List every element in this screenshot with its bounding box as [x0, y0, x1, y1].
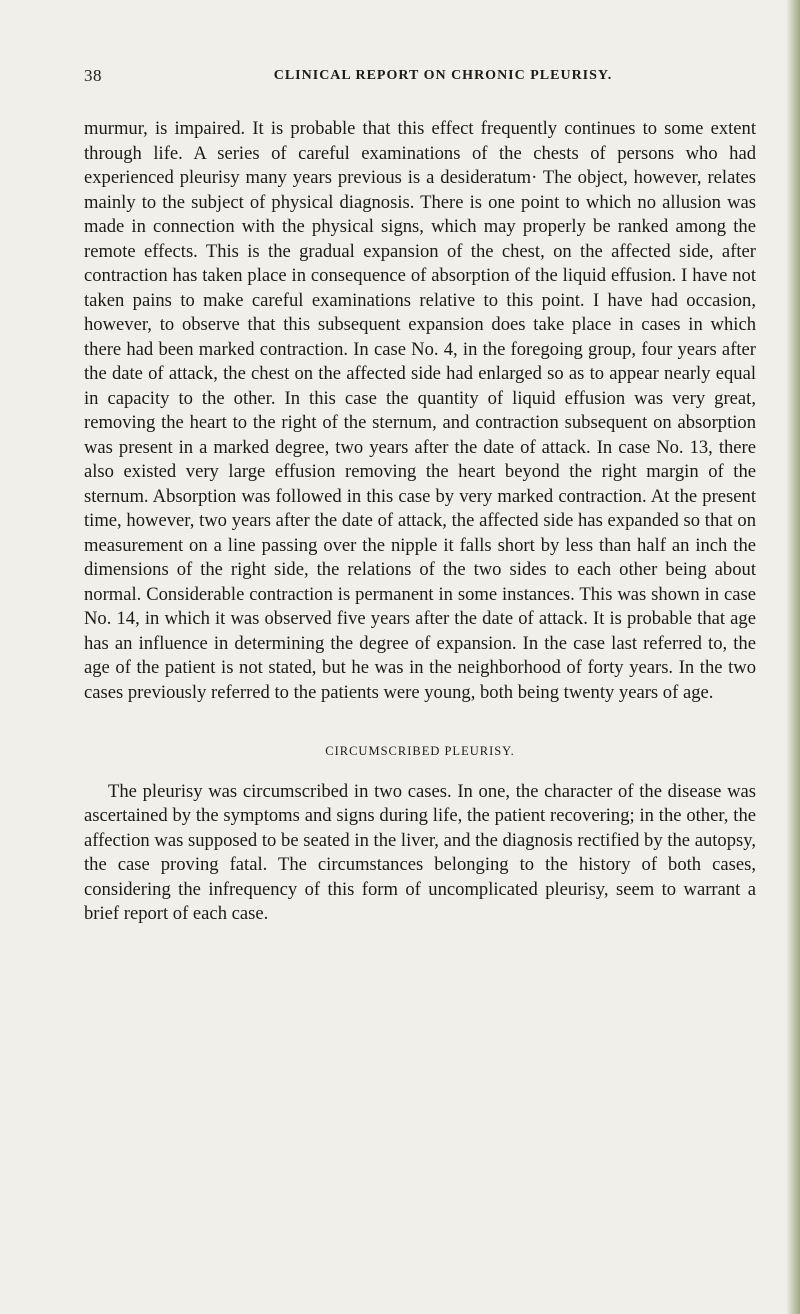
running-title: CLINICAL REPORT ON CHRONIC PLEURISY. [273, 68, 613, 83]
page-edge-shadow [786, 0, 800, 1314]
page-number: 38 [84, 66, 102, 85]
paragraph: The pleurisy was circumscribed in two cases. In one, the character of the disease was ascertained by the symptoms and signs during life, the patient recovering; in the other, the affection was supposed to be seated in the liver, and the diagnosis rectified by the autopsy, the case proving fatal. The circumstances belonging to the history of both cases, considering the infrequency of this form of uncomplicated pleurisy, seem to warrant a brief report of each case. [84, 780, 756, 924]
body-text [84, 117, 756, 927]
section-heading: CIRCUMSCRIBED PLEURISY. [325, 744, 515, 758]
paragraph: murmur, is impaired. It is probable that this effect frequently continues to some extent through life. A series of careful examinations of the chests of persons who had experienced pleurisy many years previous is a desideratum· The object, however, relates mainly to the subject of physical diagnosis. There is one point to which no allusion was made in connection with the physical signs, which may properly be ranked among the remote effects. This is the gradual expansion of the chest, on the affected side, after contraction has taken place in consequence of absorption of the liquid effusion. I have not taken pains to make careful examinations relative to this point. I have had occasion, however, to observe that this subsequent expansion does take place in cases in which there had been marked contraction. In case No. 4, in the foregoing group, four years after the date of attack, the chest on the affected side had enlarged so as to appear nearly equal in capacity to the other. In this case the quantity of liquid effusion was very great, removing the heart to the right of the sternum, and contraction subsequent on absorption was present in a marked degree, two years after the date of attack. In case No. 13, there also existed very large effusion removing the heart beyond the right margin of the sternum. Absorption was followed in this case by very marked contraction. At the present time, however, two years after the date of attack, the affected side has expanded so that on measurement on a line passing over the nipple it falls short by less than half an inch the dimensions of the right side, the relations of the two sides to each other being about normal. Considerable contraction is permanent in some instances. This was shown in case No. 14, in which it was observed five years after the date of attack. It is probable that age has an influence in determining the degree of expansion. In the case last referred to, the age of the patient is not stated, but he was in the neighborhood of forty years. In the two cases previously referred to the patients were young, both being twenty years of age. [84, 118, 756, 703]
page-header [84, 66, 756, 90]
